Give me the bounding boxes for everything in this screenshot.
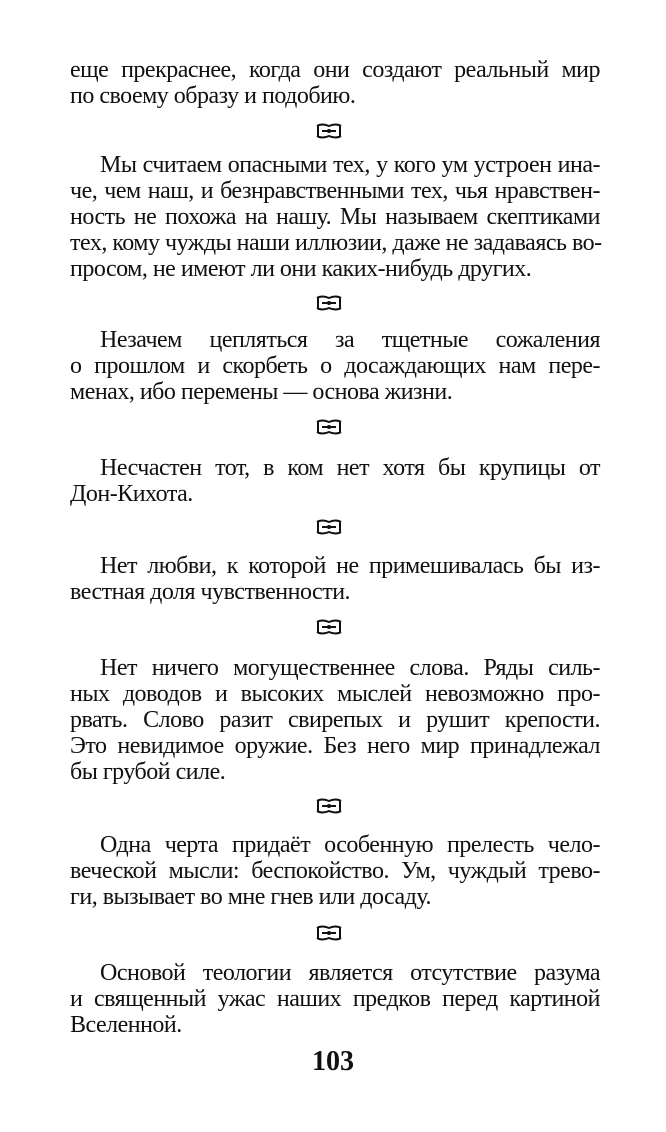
- text-line: вестная доля чувственности.: [70, 579, 351, 605]
- text-line: бы грубой силе.: [70, 759, 226, 785]
- text-line: Нет ничего могущественнее слова. Ряды силь-: [100, 655, 600, 681]
- ornament-divider: [314, 924, 344, 942]
- text-line: Мы считаем опасными тех, у кого ум устроен ина-: [100, 152, 600, 178]
- text-line: еще прекраснее, когда они создают реальный мир: [70, 57, 600, 83]
- text-line: Основой теологии является отсутствие разума: [100, 960, 600, 986]
- text-line: че, чем наш, и безнравственными тех, чья нравствен-: [70, 178, 600, 204]
- text-line: Одна черта придаёт особенную прелесть чело-: [100, 832, 600, 858]
- text-line: рвать. Слово разит свирепых и рушит крепости.: [70, 707, 600, 733]
- text-line: Это невидимое оружие. Без него мир принадлежал: [70, 733, 600, 759]
- text-line: Нет любви, к которой не примешивалась бы из-: [100, 553, 600, 579]
- text-line: ги, вызывает во мне гнев или досаду.: [70, 884, 431, 910]
- text-line: веческой мысли: беспокойство. Ум, чуждый трево-: [70, 858, 600, 884]
- text-line: Вселенной.: [70, 1012, 182, 1038]
- page-number: 103: [312, 1046, 354, 1077]
- ornament-divider: [314, 122, 344, 140]
- text-line: тех, кому чужды наши иллюзии, даже не задаваясь во-: [70, 230, 602, 256]
- text-line: и священный ужас наших предков перед картиной: [70, 986, 600, 1012]
- ornament-divider: [314, 797, 344, 815]
- text-line: Несчастен тот, в ком нет хотя бы крупицы от: [100, 455, 600, 481]
- text-line: менах, ибо перемены — основа жизни.: [70, 379, 453, 405]
- ornament-divider: [314, 618, 344, 636]
- text-line: Незачем цепляться за тщетные сожаления: [100, 327, 600, 353]
- text-line: ность не похожа на нашу. Мы называем скептиками: [70, 204, 600, 230]
- ornament-divider: [314, 518, 344, 536]
- text-line: просом, не имеют ли они каких-нибудь других.: [70, 256, 532, 282]
- text-line: о прошлом и скорбеть о досаждающих нам пере-: [70, 353, 600, 379]
- ornament-divider: [314, 294, 344, 312]
- text-line: ных доводов и высоких мыслей невозможно про-: [70, 681, 600, 707]
- text-line: Дон-Кихота.: [70, 481, 193, 507]
- text-line: по своему образу и подобию.: [70, 83, 356, 109]
- ornament-divider: [314, 418, 344, 436]
